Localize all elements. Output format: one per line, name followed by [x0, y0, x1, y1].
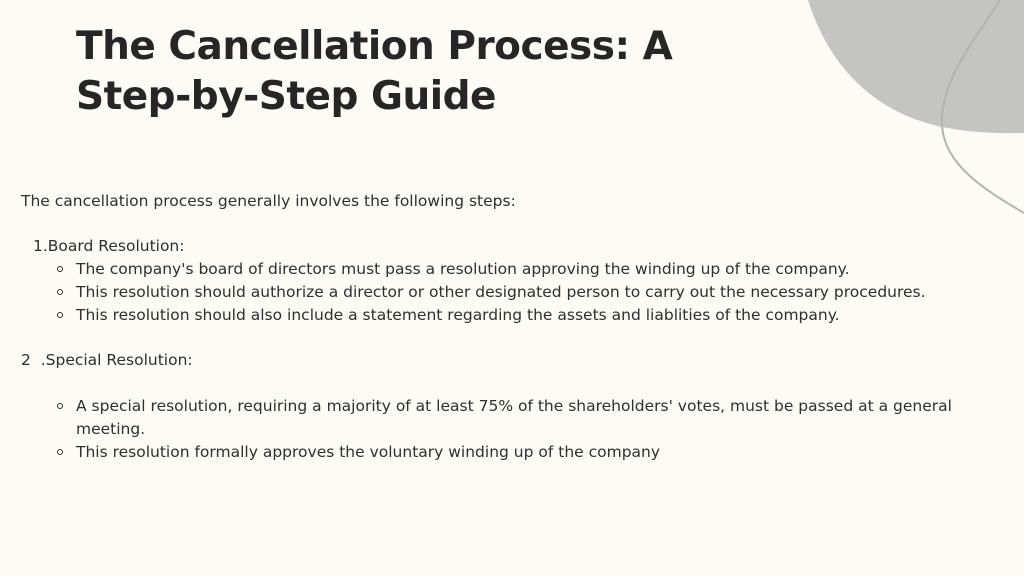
slide-title: [76, 22, 796, 122]
step-1-heading: 1.Board Resolution:: [33, 237, 185, 255]
list-item: [76, 258, 961, 281]
bullet-text: This resolution should authorize a director or other designated person to carry out the necessary procedures.: [76, 283, 926, 301]
title-line-2: Step-by-Step Guide: [76, 74, 496, 119]
list-item: [76, 441, 961, 464]
intro-text: The cancellation process generally involves the following steps:: [21, 192, 516, 210]
circle-bullet-icon: [57, 312, 63, 318]
list-item: [76, 304, 961, 327]
circle-bullet-icon: [57, 266, 63, 272]
step-1-bullet-list: [21, 258, 961, 327]
bullet-text: This resolution should also include a statement regarding the assets and liablities of the company.: [76, 306, 840, 324]
list-item: [76, 281, 961, 304]
circle-bullet-icon: [57, 403, 63, 409]
bullet-text: The company's board of directors must pass a resolution approving the winding up of the company.: [76, 260, 850, 278]
title-line-1: The Cancellation Process: A: [76, 24, 673, 69]
decorative-curve-line: [942, 0, 1024, 213]
slide-body: [21, 190, 961, 464]
gray-blob-shape: [808, 0, 1024, 133]
bullet-text: A special resolution, requiring a majority of at least 75% of the shareholders' votes, must be passed at a general meeting.: [76, 397, 952, 438]
bullet-text: This resolution formally approves the voluntary winding up of the company: [76, 443, 661, 461]
list-item: [76, 395, 961, 441]
step-2-heading: 2 .Special Resolution:: [21, 351, 193, 369]
circle-bullet-icon: [57, 289, 63, 295]
circle-bullet-icon: [57, 449, 63, 455]
step-2-bullet-list: [21, 395, 961, 464]
